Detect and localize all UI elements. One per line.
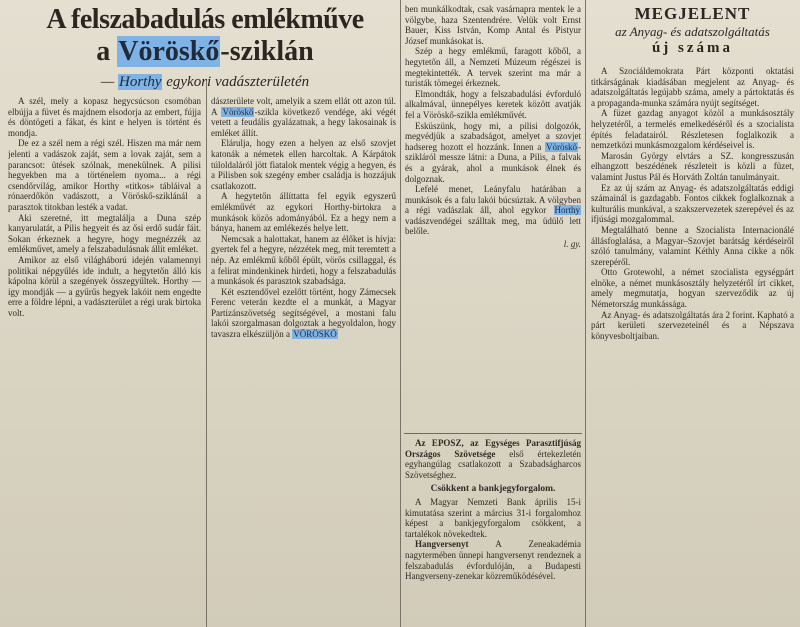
search-highlight: Vöröskő <box>546 141 577 152</box>
paragraph: A füzet gazdag anyagot közöl a munkásosztály helyzetéről, a termelés emelkedéséről és a szocialista építés feladatairól. Részletesen foglalkozik a nemzetközi munkásmozgalom kérdéseivel is. <box>591 108 794 151</box>
search-highlight: Horthy <box>554 205 580 216</box>
paragraph: Megtalálható benne a Szocialista Internacionálé állásfoglalása, a Magyar–Szovjet barátság kérdéseiről szóló tanulmány, valamint Kéthly Anna cikke a nők szerepéről. <box>591 224 794 267</box>
brief-item: A Magyar Nemzeti Bank április 15-i kimutatása szerint a március 31-i forgalomhoz képest a bankjegyforgalom csökkent, a tartalékok növekedtek. <box>405 496 581 539</box>
article-column-1 <box>8 96 201 624</box>
article-headline <box>30 4 380 91</box>
headline-subtitle: — Horthy egykori vadászterületén <box>100 74 310 90</box>
headline-line-1: A felszabadulás emlékműve <box>46 4 364 35</box>
author-signature: l. gy. <box>563 239 581 250</box>
paragraph: Az Anyag- és adatszolgáltatás ára 2 forint. Kapható a párt kerületi szervezeteinél és a Népszava könyvesboltjaiban. <box>591 309 794 341</box>
article-column-2 <box>211 96 396 624</box>
brief-item: Az EPOSZ, az Egységes Parasztifjúság Országos Szövetsége első értekezletén egyhangúlag csatlakozott a Szabadságharcos Szövetséghez. <box>405 438 581 480</box>
paragraph: Elmondták, hogy a felszabadulási évforduló alkalmával, ünnepélyes keretek között avatják fel a Vöröskő-szikla emlékművét. <box>405 88 581 120</box>
news-briefs <box>405 438 581 624</box>
brief-item: Hangversenyt A Zeneakadémia nagytermében ünnepi hangversenyt rendeznek a felszabadulás évfordulóján, a Budapesti Hangverseny-zenekar közreműködésével. <box>405 539 581 582</box>
paragraph: Két esztendővel ezelőtt történt, hogy Zámecsek Ferenc veterán kezdte el a munkát, a Magyar Partizánszövetség segítségével, a mostani falu lakói szorgalmasan dolgoztak a hegyoldalon, hogy tavaszra elkészüljön a VÖRÖSKŐ <box>211 286 396 340</box>
paragraph: Esküszünk, hogy mi, a pilisi dolgozók, megvédjük a szabadságot, amelyet a szovjet hadsereg hozott el hozzánk. Innen a Vöröskő-szikláról messze látni: a Duna, a Pilis, a falvak és a gyárak, ahol a munkások élnek és dolgoznak. <box>405 120 581 184</box>
search-highlight: Vöröskő <box>222 106 254 117</box>
paragraph: Amikor az első világháború idején valamennyi politikai népgyűlés ide indult, a hegytetőn álló kis kápolna körül a szegények összegyűltek. Horthy — így mondják — a gyűrűs hegyek lakóit nem engedte erre a földre lépni, a vadászterület a régi urak birtoka volt. <box>8 254 201 318</box>
paragraph: Szép a hegy emlékmű, faragott kőből, a hegytetőn áll, a Nemzeti Múzeum régészei is megtekintették. A tervek szerint ma már a turisták tömegei érkeznek. <box>405 46 581 89</box>
paragraph: dászterülete volt, amelyik a szem ellát ott azon túl. A Vöröskő-szikla következő vendége, aki végét vetett a feudális gyalázatnak, a hegy lakosainak is emléket állít. <box>211 96 396 138</box>
paragraph: Marosán György elvtárs a SZ. kongresszusán elhangzott beszédének részleteit is közli a füzet, valamint Justus Pál és Horváth Zoltán tanulmányait. <box>591 150 794 182</box>
paragraph: Ez az új szám az Anyag- és adatszolgáltatás eddigi számainál is gazdagabb. Fontos cikkek foglalkoznak a kulturális munkával, a szakszervezetek szerepével és az ifjúsági mozgalommal. <box>591 182 794 225</box>
paragraph: Elárulja, hogy ezen a helyen az első szovjet katonák a németek ellen harcoltak. A Kárpátok túloldaláról jött fiatalok mentek végig a hegyen, és a Pilisben sok szegény ember családja is hozzájuk csatlakozott. <box>211 138 396 191</box>
article-column-4 <box>591 66 794 624</box>
paragraph: Otto Grotewohl, a német szocialista egységpárt elnöke, a német munkásosztály helyzetéről írt cikket, amely megmutatja, hogyan szerveződik az új Németország munkássága. <box>591 267 794 310</box>
announcement-header <box>590 4 795 57</box>
paragraph: Lefelé menet, Leányfalu határában a munkások és a falu lakói búcsúztak. A völgyben a régi vadászlak áll, ahol egykor Horthy vadászvendégei szálltak meg, ma üdülő lett belőle. <box>405 184 581 237</box>
announcement-subtitle: az Anyag- és adatszolgáltatás <box>615 24 770 39</box>
search-highlight: Vöröskő <box>118 36 220 67</box>
column-divider <box>400 0 401 627</box>
search-highlight: Horthy <box>118 74 162 90</box>
search-highlight: VÖRÖSKŐ <box>293 329 337 340</box>
announcement-subtitle: új száma <box>651 40 734 56</box>
paragraph: ben munkálkodtak, csak vasárnapra mentek le a völgybe, haza Szentendrére. Velük volt Ernst Bauer, Kiss István, Komp Antal és Pistyur József munkásokat is. <box>405 4 581 46</box>
paragraph: Nemcsak a halottakat, hanem az élőket is hívja: gyertek fel a hegyre, nézzétek meg, mit teremtett a nép. Az emlékmű kőből épült, vörös csillaggal, és a felirat mindenkinek hirdeti, hogy a felszabadulás a munkások és parasztok szabadsága. <box>211 233 396 287</box>
paragraph: A Szociáldemokrata Párt központi oktatási titkárságának kiadásában megjelent az Anyag- és adatszolgáltatás legújabb száma, amely a pártoktatás és a propaganda-munka számára nyújt segítséget. <box>591 66 794 108</box>
announcement-title: MEGJELENT <box>634 4 751 23</box>
paragraph: A hegytetőn állíttatta fel egyik egyszerű emlékművét az egykori Horthy-birtokra a munkások közös adományából. Ez a hegy nem a bánya, hanem az emlékezés helye lett. <box>211 191 396 234</box>
headline-line-2: a Vöröskő-sziklán <box>96 36 314 67</box>
section-divider <box>404 433 582 434</box>
paragraph: Aki szeretné, itt megtalálja a Duna szép kanyarulatát, a Pilis hegyeit és az ősi erdő sudár fáit. Sokan érkeznek a hegyre, hogy megnézzék az emlékművet, amely a felszabadulásnak állít emléket. <box>8 212 201 255</box>
paragraph: A szél, mely a kopasz hegycsúcson csomóban elbújja a füvet és majdnem elsodorja az embert, fújja és döntögeti a fákat, és kint e helyen is történt és mondja. <box>8 96 201 138</box>
paragraph: De ez a szél nem a régi szél. Hiszen ma már nem jelenti a vadászok zaját, sem a lovak zaját, sem a parancsot: ütések szólnak, menekülnek. A pilisi hegyekben ma a történelem nyoma... a régi csendőrvilág, amikor Horthy «titkos» tábláival a rónaerdőkön vadászott, a Vöröskő-sziklánál a parasztok titokban lesték a vadat. <box>8 138 201 212</box>
column-divider <box>585 0 586 627</box>
brief-title: Csökkent a bankjegyforgalom. <box>430 484 556 495</box>
column-divider <box>206 80 207 627</box>
article-column-3 <box>405 4 581 430</box>
